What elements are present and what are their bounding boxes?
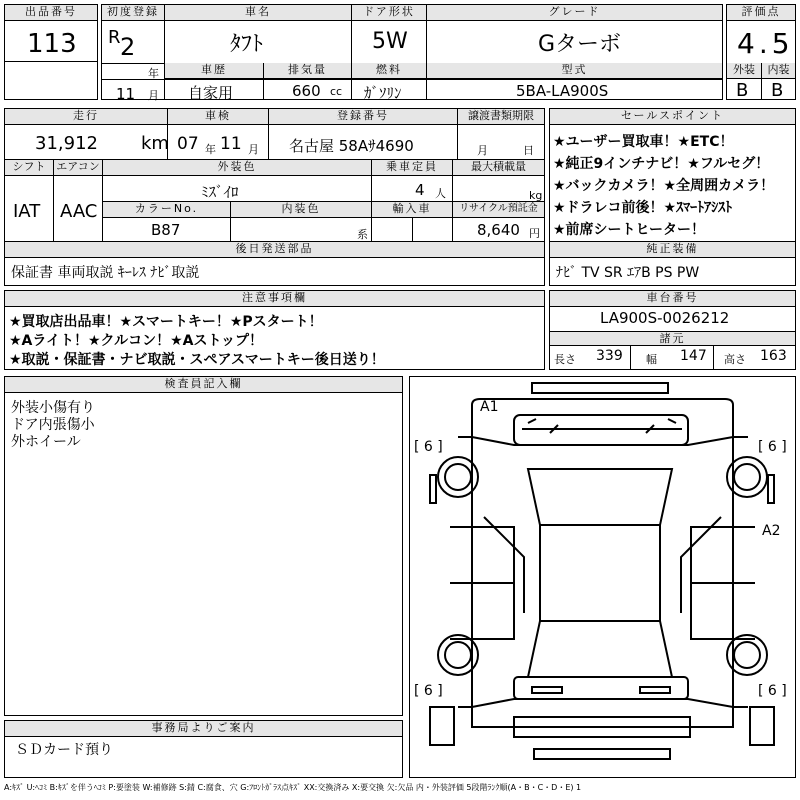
first-reg-label: 初度登録 [102, 5, 164, 21]
displacement: 660 [292, 82, 321, 100]
inspection-label: 車検 [168, 109, 268, 125]
ext-color: ﾐｽﾞｲﾛ [201, 183, 239, 201]
length-label: 長さ [554, 353, 576, 366]
sales-point: ★バックカメラ！★全周囲カメラ！ [553, 178, 775, 194]
recycle-unit: 円 [529, 227, 540, 240]
damage-mark-a2: A2 [762, 523, 781, 539]
import-label: 輸入車 [372, 202, 452, 218]
displacement-unit: cc [330, 85, 343, 98]
score-label: 評価点 [727, 5, 795, 21]
mileage-label: 走行 [5, 109, 167, 125]
grade: Gターボ [538, 32, 622, 57]
score: 4.5 [737, 27, 794, 60]
capacity-label: 乗車定員 [372, 160, 452, 176]
int-color-label: 内装色 [231, 202, 371, 218]
inspector-note: ドア内張傷小 [11, 417, 95, 433]
note-line: ★Aライト！★クルコン！★Aストップ！ [9, 333, 264, 349]
later-parts: 保証書 車両取説 ｷｰﾚｽ ﾅﾋﾞ取説 [11, 265, 200, 281]
note-line: ★買取店出品車！★スマートキー！★Pスタート！ [9, 314, 323, 330]
tire-tread-front-right: [ 6 ] [758, 439, 787, 455]
car-outline [410, 377, 795, 777]
width-label: 幅 [646, 353, 657, 366]
height: 163 [760, 348, 787, 364]
first-reg-year: 2 [120, 33, 136, 61]
capacity: 4 [415, 181, 425, 199]
first-reg-month: 11 [116, 85, 136, 103]
lot-number: 113 [27, 29, 77, 59]
chassis-box [549, 290, 796, 370]
inspection-month-unit: 月 [248, 143, 259, 156]
mileage-unit: km [141, 133, 169, 154]
inspection-month: 11 [220, 134, 242, 154]
color-no-label: カラーNo. [103, 202, 230, 218]
inspector-box [4, 376, 403, 716]
interior-label: 内装 [762, 63, 795, 79]
office-box [4, 720, 403, 778]
note-line: ★取説・保証書・ナビ取説・スペアスマートキー後日送り！ [9, 352, 385, 368]
ext-color-label: 外装色 [103, 160, 371, 176]
history: 自家用 [188, 84, 234, 102]
car-name: ﾀﾌﾄ [230, 32, 264, 57]
capacity-unit: 人 [435, 187, 446, 200]
details-box [4, 108, 545, 286]
color-no: B87 [151, 221, 181, 239]
inspector-note: 外装小傷有り [11, 400, 95, 416]
equipment: ﾅﾋﾞ TV SR ｴｱB PS PW [556, 265, 700, 281]
car-name-label: 車名 [165, 5, 351, 21]
tire-tread-rear-left: [ 6 ] [414, 683, 443, 699]
transfer-label: 譲渡書類期限 [458, 109, 544, 125]
tire-tread-rear-right: [ 6 ] [758, 683, 787, 699]
recycle-label: リサイクル預託金 [453, 202, 544, 218]
length: 339 [596, 348, 623, 364]
notes-label: 注意事項欄 [5, 291, 544, 307]
door-type: 5W [372, 29, 408, 54]
ac-label: エアコン [54, 160, 102, 176]
shift-label: シフト [5, 160, 53, 176]
inspector-note: 外ホイール [11, 434, 81, 450]
sales-points-box [549, 108, 796, 286]
tire-tread-front-left: [ 6 ] [414, 439, 443, 455]
sales-point: ★純正9インチナビ！★フルセグ！ [553, 156, 770, 172]
month-unit: 月 [148, 89, 159, 102]
plate-number: 名古屋 58Aｻ4690 [289, 137, 414, 155]
office-label: 事務局よりご案内 [5, 721, 402, 737]
chassis-number: LA900S-0026212 [600, 309, 730, 327]
int-color-unit: 系 [357, 228, 368, 241]
lot-label: 出品番号 [5, 5, 97, 21]
fuel-label: 燃料 [352, 63, 426, 79]
car-diagram [409, 376, 796, 778]
displacement-label: 排気量 [264, 63, 351, 79]
width: 147 [680, 348, 707, 364]
era: R [108, 27, 121, 48]
shift: IAT [13, 201, 41, 222]
sales-point: ★前席シートヒーター！ [553, 222, 705, 238]
chassis-label: 車台番号 [550, 291, 795, 307]
load-label: 最大積載量 [453, 160, 544, 176]
year-unit: 年 [148, 67, 159, 80]
mileage: 31,912 [35, 133, 98, 154]
later-parts-label: 後日発送部品 [5, 242, 544, 258]
recycle-fee: 8,640 [477, 221, 520, 239]
legend: A:ｷｽﾞ U:ﾍｺﾐ B:ｷｽﾞを伴うﾍｺﾐ P:要塗装 W:補修跡 S:錆 C:腐食、穴 G:ﾌﾛﾝﾄｶﾞﾗｽ点ｷｽﾞ XX:交換済み X:要交換 欠:欠品 内・外装評価 5段階ﾗﾝｸ順(A・B・C・D・E) 1 [4, 783, 582, 792]
damage-mark-a1: A1 [480, 399, 499, 415]
equipment-label: 純正装備 [550, 242, 795, 258]
notes-box [4, 290, 545, 370]
score-box [726, 4, 796, 100]
height-label: 高さ [724, 353, 746, 366]
fuel: ｶﾞｿﾘﾝ [364, 84, 402, 102]
grade-label: グレード [427, 5, 722, 21]
model-label: 型式 [427, 63, 722, 79]
load-unit: kg [529, 189, 543, 202]
inspection-year: 07 [177, 134, 199, 154]
sales-point: ★ドラレコ前後！★ｽﾏｰﾄｱｼｽﾄ [553, 200, 733, 216]
sales-points-label: セールスポイント [550, 109, 795, 125]
interior-score: B [771, 80, 784, 101]
inspection-year-unit: 年 [205, 143, 216, 156]
plate-label: 登録番号 [269, 109, 457, 125]
transfer-month-unit: 月 [477, 144, 488, 157]
spec-label: 諸元 [550, 332, 795, 346]
office-text: ＳＤカード預り [15, 742, 113, 758]
door-label: ドア形状 [352, 5, 426, 21]
exterior-label: 外装 [727, 63, 761, 79]
air-conditioner: AAC [60, 201, 98, 222]
history-label: 車歴 [165, 63, 263, 79]
inspector-label: 検査員記入欄 [5, 377, 402, 393]
model: 5BA-LA900S [516, 82, 609, 100]
sales-point: ★ユーザー買取車！★ETC！ [553, 134, 734, 150]
transfer-day-unit: 日 [523, 144, 534, 157]
exterior-score: B [736, 80, 749, 101]
lot-box [4, 4, 98, 100]
vehicle-header-box [101, 4, 723, 103]
